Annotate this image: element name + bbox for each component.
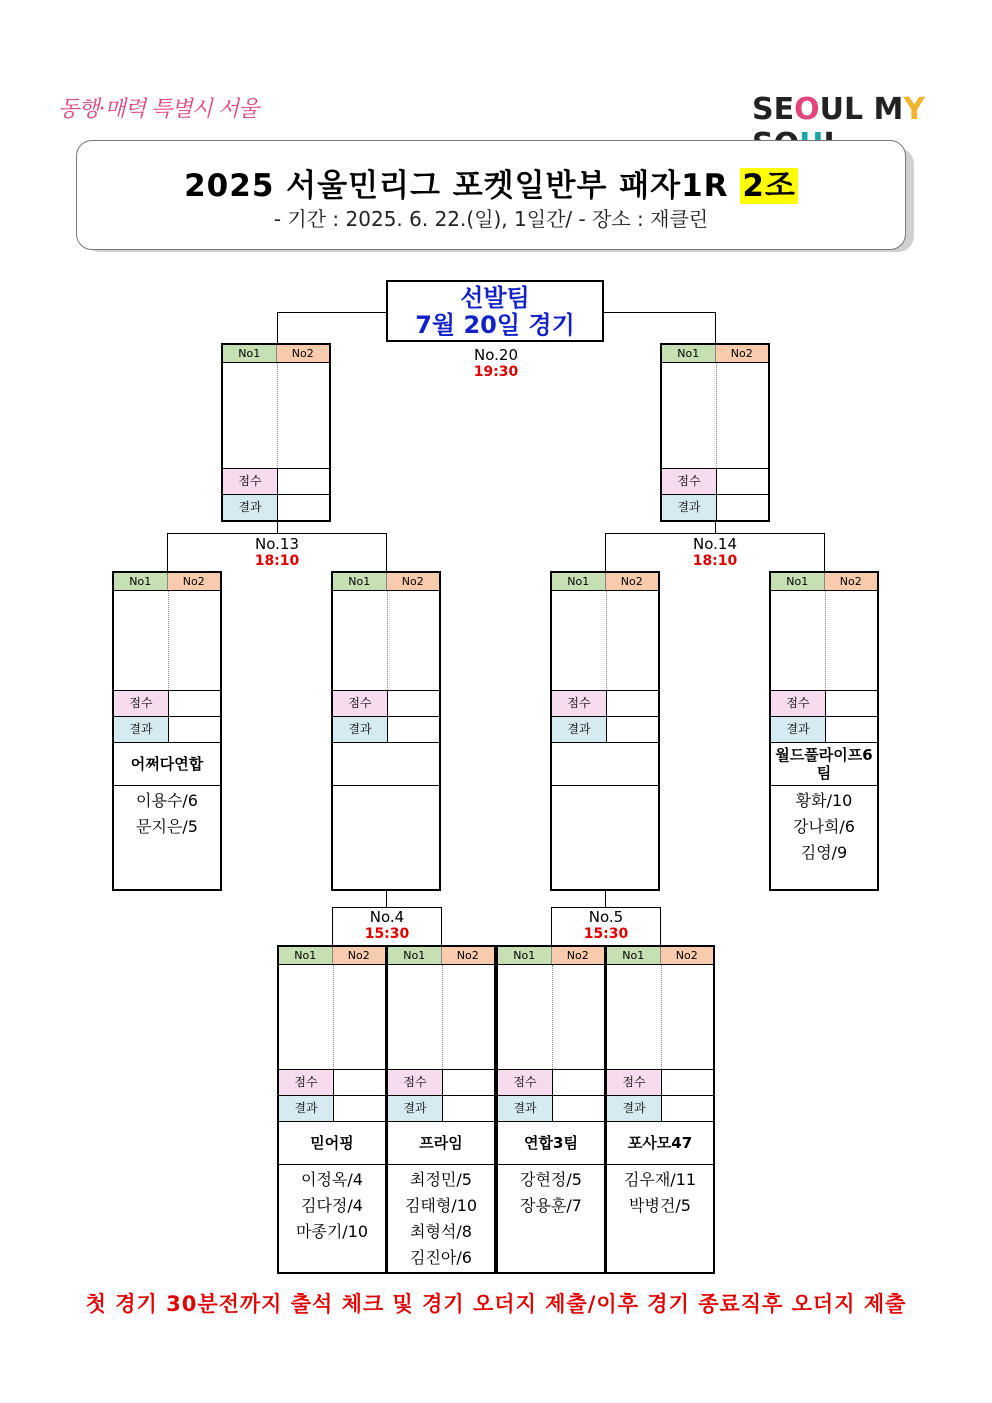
- team-name: 포사모47: [607, 1122, 713, 1165]
- match-time-20: 19:30: [473, 364, 519, 380]
- player-list: 최정민/5 김태형/10 최형석/8 김진아/6: [404, 1170, 478, 1267]
- bracket-line: [605, 533, 825, 534]
- match-time-4: 15:30: [364, 926, 410, 942]
- bracket-line: [604, 312, 716, 313]
- team-name: 믿어핑: [279, 1122, 385, 1165]
- team-box-t4: No1 No2 점수 결과 프라임 최정민/5 김태형/10 최형석/8 김진아/6: [386, 945, 496, 1274]
- match-number-14: No.14: [693, 535, 737, 553]
- team-name: 어쩌다연합: [114, 743, 220, 786]
- score-box-right-final: No1 No2 점수 결과: [660, 343, 770, 522]
- score-box-left-final: No1 No2 점수 결과: [221, 343, 331, 522]
- winner-box-m4: No1 No2 점수 결과: [331, 571, 441, 891]
- player-list: 강현정/5 장용훈/7: [520, 1170, 582, 1215]
- team-box-t1: No1 No2 점수 결과 어쩌다연합 이용수/6 문지은/5: [112, 571, 222, 891]
- player-list: 이정옥/4 김다정/4 마종기/10: [295, 1170, 369, 1241]
- page-title: 2025 서울민리그 포켓일반부 패자1R 2조: [184, 168, 796, 204]
- team-name: 월드풀라이프6팀: [771, 743, 877, 786]
- seed-team-box: [386, 280, 604, 342]
- team-box-t3: No1 No2 점수 결과 믿어핑 이정옥/4 김다정/4 마종기/10: [277, 945, 387, 1274]
- seoul-slogan-logo: 동행·매력 특별시 서울: [58, 97, 259, 122]
- team-box-t2: No1 No2 점수 결과 월드풀라이프6팀 황화/10 강나희/6 김영/9: [769, 571, 879, 891]
- bracket-line: [605, 533, 606, 571]
- seed-label: 선발팀: [460, 284, 530, 312]
- player-list: 김우재/11 박병건/5: [623, 1170, 697, 1215]
- match-number-20: No.20: [474, 346, 518, 364]
- seoul-my-soul-logo: SEOUL MY: [752, 92, 926, 127]
- bracket-line: [277, 312, 386, 313]
- team-box-t6: No1 No2 점수 결과 포사모47 김우재/11 박병건/5: [605, 945, 715, 1274]
- bracket-line: [167, 533, 387, 534]
- player-list: 이용수/6 문지은/5: [136, 791, 198, 836]
- team-name: 연합3팀: [498, 1122, 604, 1165]
- team-box-t5: No1 No2 점수 결과 연합3팀 강현정/5 장용훈/7: [496, 945, 606, 1274]
- player-list: 황화/10 강나희/6 김영/9: [793, 791, 855, 862]
- group-badge: 2조: [742, 168, 796, 204]
- match-number-4: No.4: [369, 908, 405, 926]
- team-name: 프라임: [388, 1122, 494, 1165]
- match-time-14: 18:10: [692, 553, 738, 569]
- match-time-13: 18:10: [254, 553, 300, 569]
- winner-box-m5: No1 No2 점수 결과: [550, 571, 660, 891]
- notice-text: 첫 경기 30분전까지 출석 체크 및 경기 오더지 제출/이후 경기 종료직후 오더지 제출: [85, 1292, 907, 1316]
- seed-date: 7월 20일 경기: [415, 311, 575, 339]
- page-subtitle: - 기간 : 2025. 6. 22.(일), 1일간/ - 장소 : 재클린: [273, 207, 709, 231]
- bracket-line: [277, 312, 278, 344]
- bracket-line: [167, 533, 168, 571]
- match-number-13: No.13: [255, 535, 299, 553]
- bracket-line: [386, 533, 387, 571]
- match-time-5: 15:30: [583, 926, 629, 942]
- bracket-line: [715, 312, 716, 344]
- match-number-5: No.5: [588, 908, 624, 926]
- bracket-line: [824, 533, 825, 571]
